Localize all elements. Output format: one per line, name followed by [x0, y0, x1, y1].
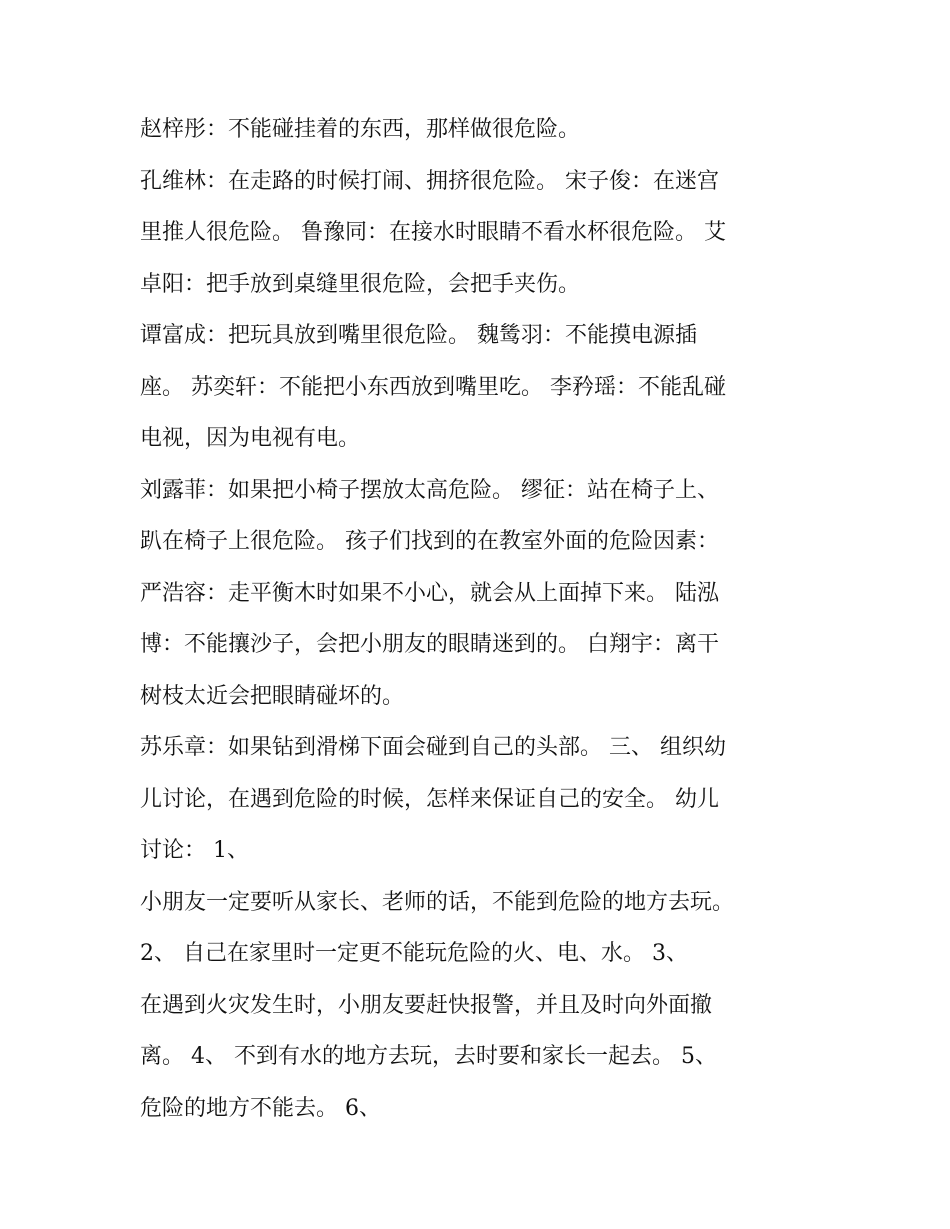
text-line: 里推人很危险。 鲁豫同：在接水时眼睛不看水杯很危险。 艾 [140, 220, 726, 245]
text-line: 严浩容：走平衡木时如果不小心，就会从上面掉下来。 陆泓 [140, 580, 719, 606]
text-line: 卓阳：把手放到桌缝里很危险，会把手夹伤。 [140, 271, 581, 297]
text-line: 刘露菲：如果把小椅子摆放太高危险。 缪征：站在椅子上、 [140, 477, 719, 503]
text-line: 孔维林：在走路的时候打闹、拥挤很危险。 宋子俊：在迷宫 [140, 168, 719, 194]
text-line: 讨论： 1、 [140, 838, 249, 863]
text-line: 在遇到火灾发生时，小朋友要赶快报警，并且及时向外面撤 [140, 992, 713, 1018]
text-line: 树枝太近会把眼睛碰坏的。 [140, 683, 405, 709]
text-line: 赵梓彤：不能碰挂着的东西，那样做很危险。 [140, 117, 581, 142]
text-line: 趴在椅子上很危险。 孩子们找到的在教室外面的危险因素： [140, 529, 719, 554]
text-line: 小朋友一定要听从家长、老师的话，不能到危险的地方去玩。 [140, 889, 735, 915]
text-line: 2、 自己在家里时一定更不能玩危险的火、电、水。 3、 [140, 941, 688, 966]
document-body [140, 104, 820, 1134]
text-line: 电视，因为电视有电。 [140, 426, 361, 451]
text-line: 离。 4、 不到有水的地方去玩，去时要和家长一起去。 5、 [140, 1044, 717, 1069]
text-line: 谭富成：把玩具放到嘴里很危险。 魏鸶羽：不能摸电源插 [140, 323, 697, 348]
text-line: 博：不能攘沙子，会把小朋友的眼睛迷到的。 白翔宇：离干 [140, 632, 719, 657]
text-line: 儿讨论，在遇到危险的时候，怎样来保证自己的安全。 幼儿 [140, 786, 719, 812]
text-line: 危险的地方不能去。 6、 [140, 1095, 381, 1121]
text-line: 苏乐章：如果钻到滑梯下面会碰到自己的头部。 三、 组织幼 [140, 735, 726, 760]
text-line: 座。 苏奕轩：不能把小东西放到嘴里吃。 李矜瑶：不能乱碰 [140, 374, 726, 400]
